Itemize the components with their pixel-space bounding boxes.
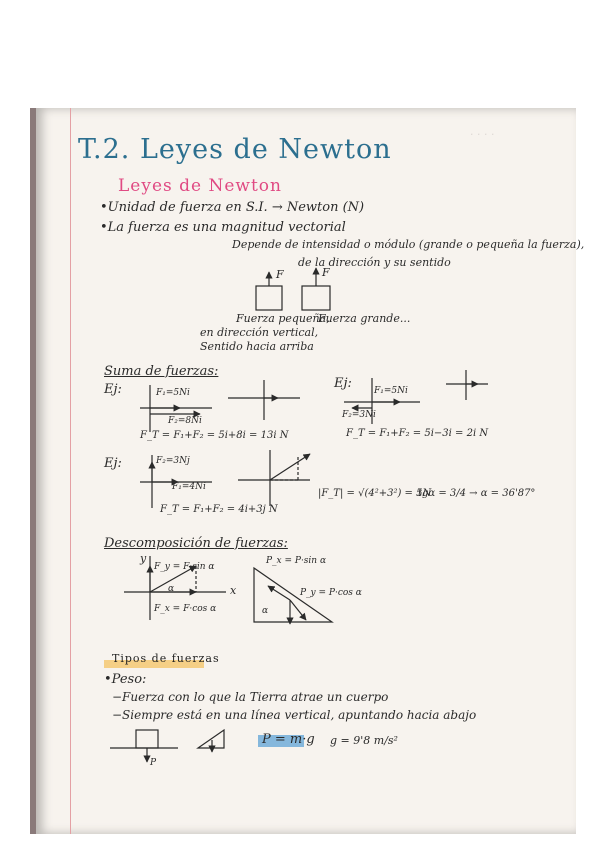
direction-label: en dirección vertical, xyxy=(200,326,319,339)
ex1-ft: F_T = F₁+F₂ = 5i+8i = 13i N xyxy=(140,430,289,441)
ex3-angle: tgα = 3/4 → α = 36'87° xyxy=(418,488,536,499)
ex1-f2: F₂=8Ni xyxy=(168,416,202,426)
ej-label-3: Ej: xyxy=(104,456,122,471)
large-force-label: Fuerza grande... xyxy=(318,312,411,325)
small-force-label: Fuerza pequeña, xyxy=(236,312,330,325)
suma-heading: Suma de fuerzas: xyxy=(104,364,219,379)
small-force-box xyxy=(256,286,282,310)
tipos-heading: Tipos de fuerzas xyxy=(112,652,220,665)
px-label: P_y = P·cos α xyxy=(300,588,362,598)
section-title: Leyes de Newton xyxy=(118,176,282,196)
ex1-f1: F₁=5Ni xyxy=(156,388,190,398)
py-label: P_x = P·sin α xyxy=(266,556,327,566)
ex3-ft: F_T = F₁+F₂ = 4i+3j N xyxy=(160,504,278,515)
ex2-f2: F₂=3Ni xyxy=(342,410,376,420)
depends-line-1: Depende de intensidad o módulo (grande o pequeña la fuerza), xyxy=(232,238,585,251)
gravity-value: g = 9'8 m/s² xyxy=(330,734,398,747)
ej-label-1: Ej: xyxy=(104,382,122,397)
fy-label: F_y = F·sin α xyxy=(154,562,215,572)
axis-y-label: y xyxy=(140,552,147,565)
unit-line: •Unidad de fuerza en S.I. → Newton (N) xyxy=(100,200,365,215)
ex2-f1: F₁=5Ni xyxy=(374,386,408,396)
large-force-box xyxy=(302,286,330,310)
ex3-f1: F₁=4Ni xyxy=(172,482,206,492)
weight-arrow-label: P xyxy=(150,758,157,768)
depends-line-2: de la dirección y su sentido xyxy=(298,256,451,269)
page-title: T.2. Leyes de Newton xyxy=(78,134,392,165)
axis-x-label: x xyxy=(230,584,237,597)
descomp-heading: Descomposición de fuerzas: xyxy=(104,536,288,551)
peso-label: •Peso: xyxy=(104,672,147,687)
peso-line-2: −Siempre está en una línea vertical, apuntando hacia abajo xyxy=(112,708,477,722)
fx-label: F_x = F·cos α xyxy=(154,604,217,614)
alpha-label-1: α xyxy=(168,584,175,594)
ej-label-2: Ej: xyxy=(334,376,352,391)
alpha-label-2: α xyxy=(262,606,269,616)
force-label-F2: F xyxy=(322,266,330,279)
sense-label: Sentido hacia arriba xyxy=(200,340,314,353)
vector-line: •La fuerza es una magnitud vectorial xyxy=(100,220,346,235)
ex3-modulus: |F_T| = √(4²+3²) = 5N xyxy=(318,488,432,499)
peso-line-1: −Fuerza con lo que la Tierra atrae un cuerpo xyxy=(112,690,389,704)
bleed-text: · · · · xyxy=(470,128,495,141)
weight-formula: P = m·g xyxy=(262,732,315,747)
ex3-f2: F₂=3Nj xyxy=(156,456,190,466)
force-label-F1: F xyxy=(276,268,284,281)
ex2-ft: F_T = F₁+F₂ = 5i−3i = 2i N xyxy=(346,428,489,439)
